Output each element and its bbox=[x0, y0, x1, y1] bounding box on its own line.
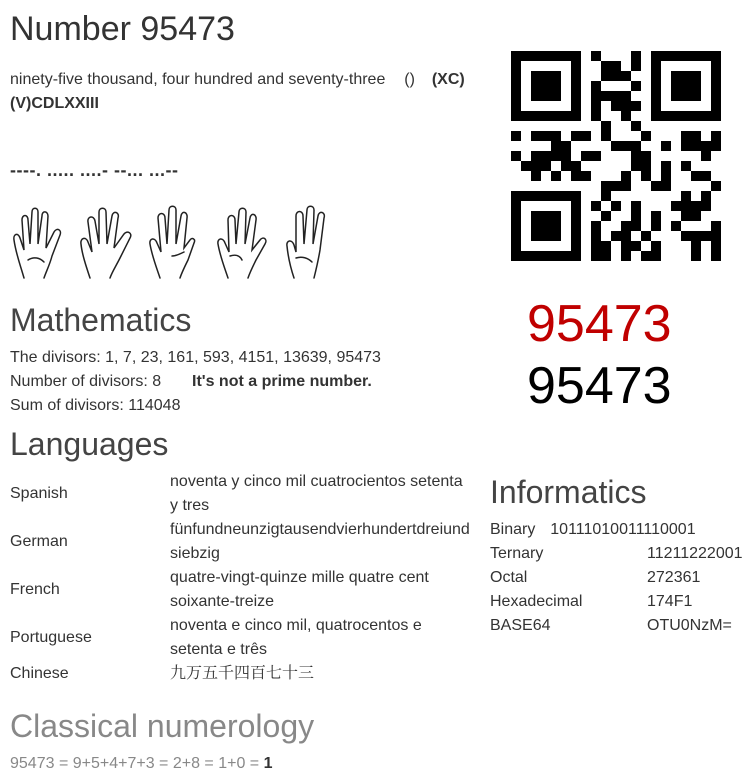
info-value: 174F1 bbox=[647, 593, 693, 610]
language-name: Portuguese bbox=[10, 629, 92, 646]
language-name: French bbox=[10, 581, 60, 598]
info-value: 10111010011110001 bbox=[550, 521, 696, 538]
number-red: 95473 bbox=[527, 295, 672, 353]
language-name: Chinese bbox=[10, 665, 69, 682]
table-row bbox=[490, 590, 748, 614]
info-label: Hexadecimal bbox=[490, 593, 583, 610]
hand-seven-icon bbox=[214, 204, 276, 280]
info-label: Ternary bbox=[490, 545, 544, 562]
number-black: 95473 bbox=[527, 357, 672, 415]
info-value: OTU0NzM= bbox=[647, 617, 732, 634]
divisors-line: The divisors: 1, 7, 23, 161, 593, 4151, 13639, 95473 bbox=[10, 349, 381, 366]
qr-code-graphic bbox=[511, 51, 721, 261]
binary-row bbox=[490, 518, 696, 542]
numerology-formula: 95473 = 9+5+4+7+3 = 2+8 = 1+0 = bbox=[10, 755, 264, 772]
qr-code-icon bbox=[511, 51, 721, 261]
divisor-sum: Sum of divisors: 114048 bbox=[10, 397, 181, 414]
hand-nine-icon bbox=[10, 204, 72, 280]
numerology-heading: Classical numerology bbox=[10, 708, 315, 744]
table-row bbox=[10, 614, 472, 662]
languages-table bbox=[10, 470, 472, 686]
finger-counting bbox=[10, 204, 340, 282]
prime-note: It's not a prime number. bbox=[192, 373, 372, 390]
languages-heading: Languages bbox=[10, 426, 169, 462]
info-label: BASE64 bbox=[490, 617, 551, 634]
number-words: ninety-five thousand, four hundred and seventy-three bbox=[10, 71, 386, 88]
morse-code: ----. ..... ....- --... ...-- bbox=[10, 160, 179, 180]
language-text: fünfundneunzigtausendvierhundertdreiundsiebzig bbox=[170, 521, 470, 562]
language-name: German bbox=[10, 533, 68, 550]
info-label: Binary bbox=[490, 521, 536, 538]
language-text: noventa y cinco mil cuatrocientos setenta y tres bbox=[170, 473, 463, 514]
language-text: 九万五千四百七十三 bbox=[170, 665, 315, 682]
informatics-table bbox=[490, 542, 748, 638]
language-text: noventa e cinco mil, quatrocentos e setenta e três bbox=[170, 617, 422, 658]
table-row bbox=[10, 470, 472, 518]
informatics-heading: Informatics bbox=[490, 474, 647, 510]
table-row bbox=[10, 566, 472, 614]
info-value: 11211222001 bbox=[647, 545, 743, 562]
number-words-block bbox=[10, 68, 480, 116]
mathematics-heading: Mathematics bbox=[10, 302, 192, 338]
page-title: Number 95473 bbox=[10, 10, 235, 48]
hand-five-icon bbox=[78, 204, 140, 280]
roman-numeral: (XC)(V)CDLXXIII bbox=[10, 71, 465, 112]
language-name: Spanish bbox=[10, 485, 68, 502]
table-row bbox=[490, 614, 748, 638]
number-parens: () bbox=[404, 71, 415, 88]
table-row bbox=[490, 542, 748, 566]
language-text: quatre-vingt-quinze mille quatre cent soixante-treize bbox=[170, 569, 429, 610]
table-row bbox=[10, 518, 472, 566]
hand-three-icon bbox=[282, 204, 344, 280]
info-label: Octal bbox=[490, 569, 528, 586]
numerology-line bbox=[10, 752, 272, 776]
divisor-count: Number of divisors: 8 bbox=[10, 373, 162, 390]
hand-four-icon bbox=[146, 204, 208, 280]
table-row bbox=[490, 566, 748, 590]
info-value: 272361 bbox=[647, 569, 701, 586]
numerology-result: 1 bbox=[263, 755, 273, 772]
table-row bbox=[10, 662, 472, 686]
